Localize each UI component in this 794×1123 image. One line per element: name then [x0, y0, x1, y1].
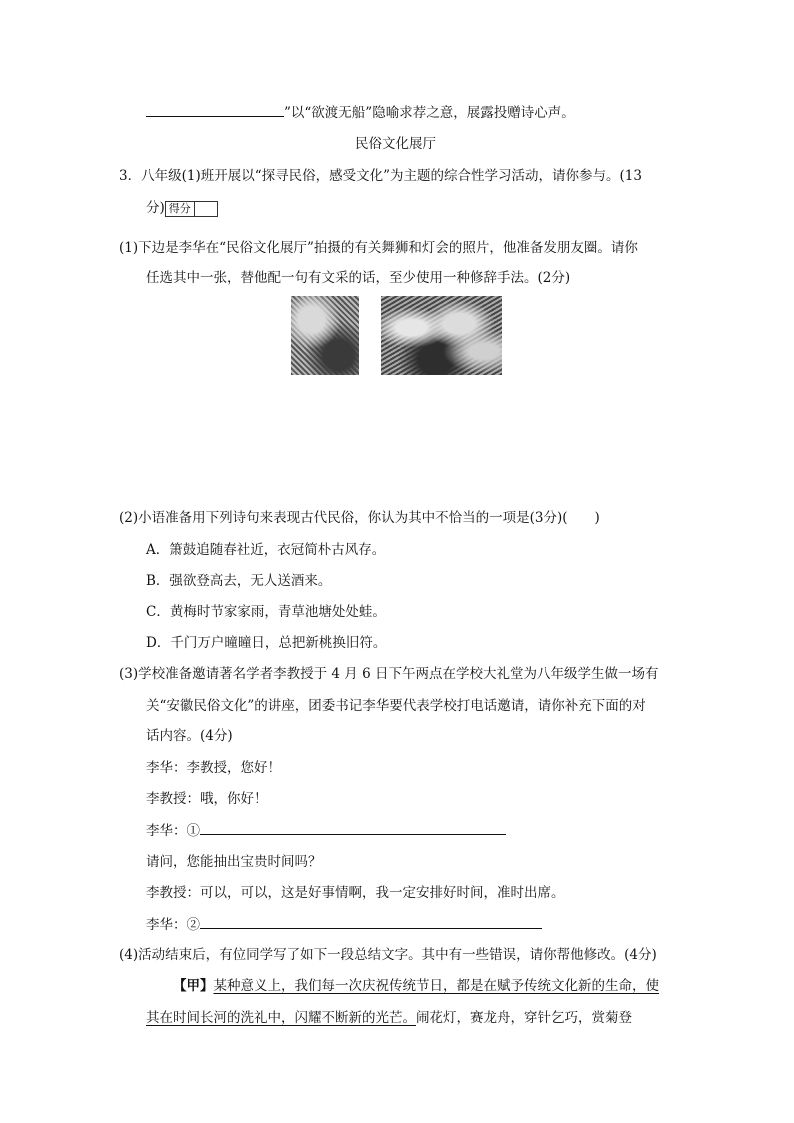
lion-dance-photo [291, 296, 359, 375]
underlined-sentence-part2: 其在时间长河的洗礼中，闪耀不断新的光芒。 [146, 1010, 416, 1026]
passage-tag: 【甲】 [173, 978, 214, 994]
q3-stem-line2 [146, 198, 218, 218]
dialog-line5: 李教授：可以，可以，这是好事情啊，我一定安排好时间，准时出席。 [146, 885, 565, 901]
p3-line2: 关“安徽民俗文化”的讲座，团委书记李华要代表学校打电话邀请，请你补充下面的对 [146, 698, 646, 714]
p1-line1: (1)下边是李华在“民俗文化展厅”拍摄的有关舞狮和灯会的照片，他准备发朋友圈。请你 [119, 240, 638, 256]
underlined-sentence-part1: 某种意义上，我们每一次庆祝传统节日，都是在赋予传统文化新的生命，使 [213, 978, 659, 994]
p2-option-b: B．强欲登高去，无人送酒来。 [146, 573, 332, 589]
score-label: 得分 [166, 202, 195, 216]
top-fill-line [146, 102, 575, 123]
dialog-line1: 李华：李教授，您好！ [146, 760, 281, 776]
p4-stem: (4)活动结束后，有位同学写了如下一段总结文字。其中有一些错误，请你帮他修改。(4分) [119, 947, 657, 963]
p4-line2 [146, 1008, 632, 1028]
top-tail-text: ”以“欲渡无船”隐喻求荐之意，展露投赠诗心声。 [284, 105, 575, 121]
dialog-line2: 李教授：哦，你好！ [146, 791, 268, 807]
p2-option-d: D．千门万户曈曈日，总把新桃换旧符。 [146, 635, 387, 651]
q3-stem-line1: 3．八年级(1)班开展以“探寻民俗，感受文化”为主题的综合性学习活动，请你参与。(13 [119, 168, 642, 184]
dialog-speaker-2: 李华：② [146, 917, 200, 933]
p3-line1: (3)学校准备邀请著名学者李教授于 4 月 6 日下午两点在学校大礼堂为八年级学生做一场有 [119, 666, 659, 682]
p2-option-c: C．黄梅时节家家雨，青草池塘处处蛙。 [146, 604, 386, 620]
p3-line3: 话内容。(4分) [146, 728, 233, 744]
answer-blank-1[interactable] [200, 820, 506, 835]
answer-blank-2[interactable] [200, 914, 542, 929]
passage-continuation: 闹花灯，赛龙舟，穿针乞巧，赏菊登 [416, 1010, 632, 1026]
dialog-line4: 请问，您能抽出宝贵时间吗？ [146, 854, 322, 870]
section-title: 民俗文化展厅 [355, 136, 436, 152]
p2-option-a: A．箫鼓追随春社近，衣冠简朴古风存。 [146, 542, 386, 558]
q3-stem-tail: 分) [146, 200, 165, 216]
score-box [165, 201, 218, 217]
dialog-speaker-1: 李华：① [146, 823, 200, 839]
dialog-line6 [146, 914, 542, 935]
lantern-festival-photo [381, 296, 502, 375]
p1-line2: 任选其中一张，替他配一句有文采的话，至少使用一种修辞手法。(2分) [146, 270, 571, 286]
score-cell[interactable] [195, 202, 217, 216]
p2-stem: (2)小语准备用下列诗句来表现古代民俗，你认为其中不恰当的一项是(3分)( ) [119, 510, 600, 526]
answer-blank[interactable] [146, 102, 284, 117]
dialog-line3 [146, 820, 506, 841]
p4-line1 [173, 976, 659, 996]
